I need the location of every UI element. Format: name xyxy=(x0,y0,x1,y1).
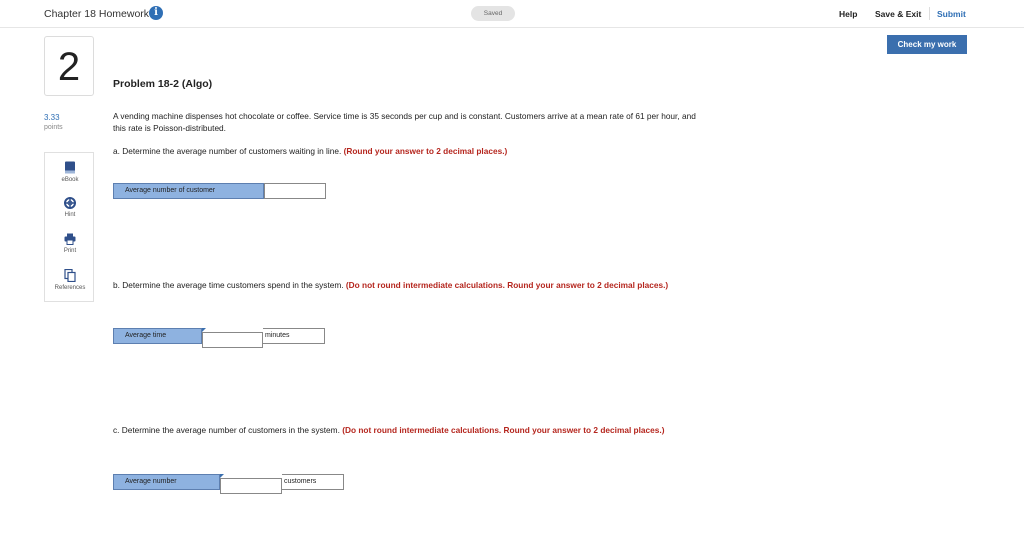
tools-panel xyxy=(44,152,94,302)
submit-link[interactable]: Submit xyxy=(937,9,966,19)
part-b-prompt xyxy=(113,280,713,292)
part-c-answer-input[interactable] xyxy=(220,478,282,494)
part-b-answer-label: Average time xyxy=(113,328,202,344)
part-a-prompt xyxy=(113,146,713,158)
document-copy-icon xyxy=(64,269,76,282)
part-c-text: c. Determine the average number of customers in the system. xyxy=(113,425,340,435)
ebook-tool[interactable] xyxy=(45,161,95,183)
part-b-text: b. Determine the average time customers spend in the system. xyxy=(113,280,344,290)
part-b-answer-row xyxy=(113,328,325,344)
references-tool[interactable] xyxy=(45,269,95,291)
part-c-unit: customers xyxy=(282,474,344,490)
part-b-input-wrap xyxy=(202,328,263,344)
problem-title: Problem 18-2 (Algo) xyxy=(113,78,213,90)
part-c-answer-row xyxy=(113,474,344,490)
part-c-answer-label: Average number xyxy=(113,474,220,490)
top-bar xyxy=(0,0,1024,28)
part-a-answer-label: Average number of customer xyxy=(113,183,264,199)
references-label: References xyxy=(54,285,86,291)
part-a-instruction: (Round your answer to 2 decimal places.) xyxy=(343,146,508,156)
part-c-input-wrap xyxy=(220,474,282,490)
part-b-answer-input[interactable] xyxy=(202,332,263,348)
print-tool[interactable] xyxy=(45,233,95,254)
problem-stem: A vending machine dispenses hot chocolate or coffee. Service time is 35 seconds per cup and is constant. Customers arrive at a mean rate of 61 per hour, and this rate is Poisson-distributed. xyxy=(113,111,696,133)
part-c-prompt xyxy=(113,425,713,437)
book-icon xyxy=(64,161,76,174)
header-divider xyxy=(929,7,930,20)
part-c-instruction: (Do not round intermediate calculations. Round your answer to 2 decimal places.) xyxy=(342,425,665,435)
printer-icon xyxy=(64,233,76,245)
ebook-label: eBook xyxy=(61,177,79,183)
points-value: 3.33 xyxy=(44,113,60,122)
lifebuoy-icon xyxy=(64,197,76,209)
check-my-work-button[interactable]: Check my work xyxy=(887,35,967,54)
save-exit-link[interactable]: Save & Exit xyxy=(875,9,922,19)
print-label: Print xyxy=(63,248,77,254)
part-b-instruction: (Do not round intermediate calculations. Round your answer to 2 decimal places.) xyxy=(345,280,669,290)
part-a-answer-input[interactable] xyxy=(264,183,326,199)
part-a-text: a. Determine the average number of customers waiting in line. xyxy=(113,146,342,156)
hint-tool[interactable] xyxy=(45,197,95,218)
hint-label: Hint xyxy=(64,212,76,218)
question-number: 2 xyxy=(44,36,94,96)
saved-status-badge: Saved xyxy=(471,6,515,21)
info-icon[interactable]: i xyxy=(149,6,163,20)
assignment-title: Chapter 18 Homework xyxy=(44,8,150,20)
points-label: points xyxy=(44,124,63,131)
part-a-answer-row xyxy=(113,183,326,199)
help-link[interactable]: Help xyxy=(839,9,858,19)
part-b-unit: minutes xyxy=(263,328,325,344)
